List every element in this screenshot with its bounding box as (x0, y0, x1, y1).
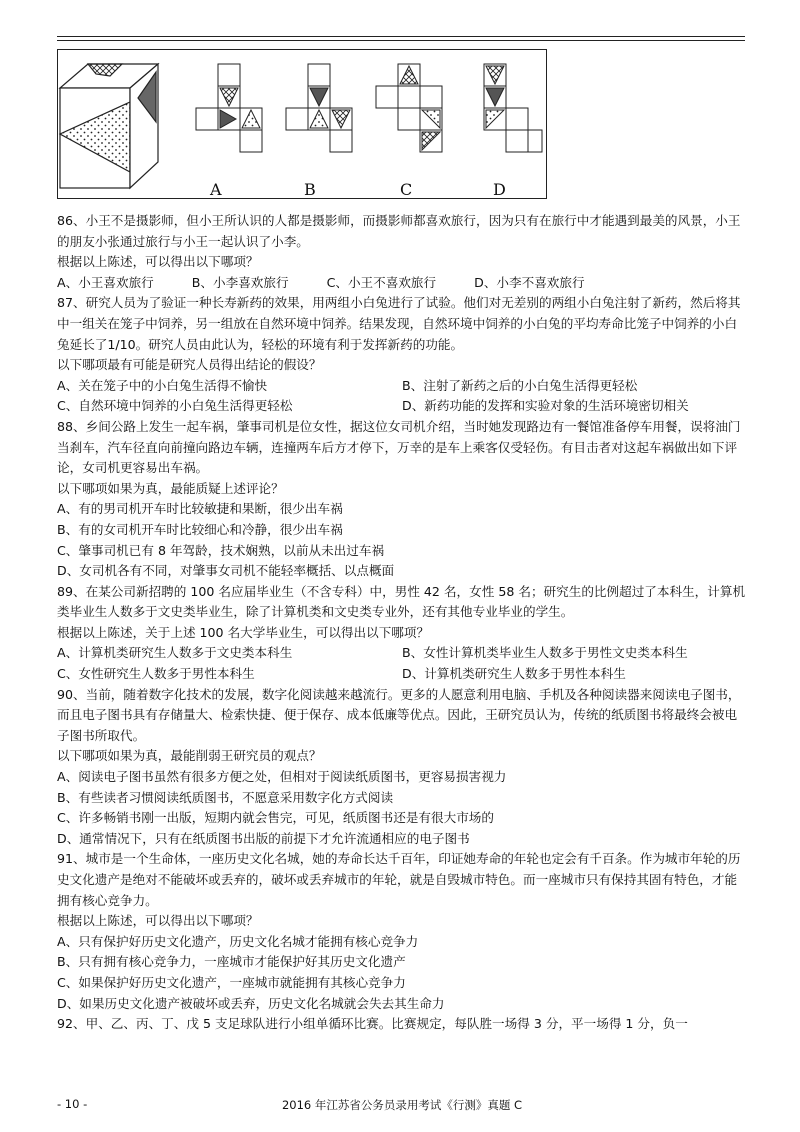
q88-option-d: D、女司机各有不同，对肇事女司机不能轻率概括、以点概面 (57, 563, 395, 579)
q89-option-a: A、计算机类研究生人数多于文史类本科生 (57, 645, 293, 661)
q92-stem: 92、甲、乙、丙、丁、戊 5 支足球队进行小组单循环比赛。比赛规定，每队胜一场得 3 分，平一场得 1 分，负一 (57, 1016, 688, 1032)
q89-prompt: 根据以上陈述，关于上述 100 名大学毕业生，可以得出以下哪项？ (57, 624, 430, 640)
q88-option-a: A、有的男司机开车时比较敏捷和果断，很少出车祸 (57, 501, 343, 517)
q90-prompt: 以下哪项如果为真，最能削弱王研究员的观点？ (57, 748, 322, 764)
q88-option-c: C、肇事司机已有 8 年驾龄，技术娴熟，以前从未出过车祸 (57, 542, 385, 558)
q86-option-a: A、小王喜欢旅行 (57, 274, 154, 290)
figure-label-c: C (400, 180, 413, 199)
footer-title: 2016 年江苏省公务员录用考试《行测》真题 C (281, 1098, 523, 1112)
page-number: - 10 - (57, 1097, 88, 1111)
q89-option-c: C、女性研究生人数多于男性本科生 (57, 666, 255, 682)
q86-options (57, 273, 747, 294)
q88-stem: 88、乡间公路上发生一起车祸，肇事司机是位女性，据这位女司机介绍，当时她发现路边有一餐馆准备停车用餐，误将油门当刹车，汽车径直向前撞向路边车辆，连撞两车后方才停下，万幸的是车上乘客仅受轻伤。有目击者对这起车祸做出如下评论，女司机更容易出车祸。 (57, 418, 741, 476)
q91-stem: 91、城市是一个生命体，一座历史文化名城，她的寿命长达千百年，印证她寿命的年轮也定会有千百条。作为城市年轮的历史文化遗产是绝对不能破坏或丢弃的，破坏或丢弃城市的年轮，就是自毁城市特色。而一座城市只有保持其固有特色，才能拥有核心竞争力。 (57, 851, 741, 908)
cube-figure (57, 49, 547, 199)
figure-label-d: D (493, 180, 506, 199)
q89-option-d: D、计算机类研究生人数多于男性本科生 (402, 666, 626, 682)
q88-prompt: 以下哪项如果为真，最能质疑上述评论？ (57, 480, 284, 496)
q91-option-b: B、只有拥有核心竞争力，一座城市才能保护好其历史文化遗产 (57, 954, 406, 970)
q86-option-b: B、小李喜欢旅行 (191, 274, 289, 290)
q89-options-row2 (57, 664, 747, 685)
q87-option-a: A、关在笼子中的小白兔生活得不愉快 (57, 377, 268, 393)
net-d (484, 64, 542, 152)
q90-option-b: B、有些读者习惯阅读纸质图书，不愿意采用数字化方式阅读 (57, 789, 394, 805)
q91-option-c: C、如果保护好历史文化遗产，一座城市就能拥有其核心竞争力 (57, 974, 406, 990)
q89-stem: 89、在某公司新招聘的 100 名应届毕业生（不含专科）中，男性 42 名，女性 58 名；研究生的比例超过了本科生，计算机类毕业生人数多于文史类毕业生，除了计算机类和文史类专业外，还有其他专业毕业的学生。 (57, 583, 746, 620)
header-rule-top (57, 36, 745, 37)
q88-option-b: B、有的女司机开车时比较细心和冷静，很少出车祸 (57, 521, 343, 537)
q90-option-d: D、通常情况下，只有在纸质图书出版的前提下才允许流通相应的电子图书 (57, 830, 470, 846)
q87-options-row1 (57, 376, 747, 397)
q87-options-row2 (57, 396, 747, 417)
q90-option-c: C、许多畅销书刚一出版，短期内就会售完，可见，纸质图书还是有很大市场的 (57, 810, 494, 826)
q87-option-c: C、自然环境中饲养的小白兔生活得更轻松 (57, 398, 293, 414)
q86-stem: 86、小王不是摄影师，但小王所认识的人都是摄影师，而摄影师都喜欢旅行，因为只有在旅行中才能遇到最美的风景，小王的朋友小张通过旅行与小王一起认识了小李。 (57, 213, 741, 249)
q87-option-b: B、注射了新药之后的小白兔生活得更轻松 (402, 377, 638, 393)
q86-option-c: C、小王不喜欢旅行 (326, 274, 437, 290)
q91-prompt: 根据以上陈述，可以得出以下哪项？ (57, 913, 259, 929)
q86-option-d: D、小李不喜欢旅行 (474, 274, 585, 290)
question-content (57, 211, 747, 1035)
q91-option-d: D、如果历史文化遗产被破坏或丢弃，历史文化名城就会失去其生命力 (57, 995, 445, 1011)
cube-drawing (60, 64, 158, 188)
q87-prompt: 以下哪项最有可能是研究人员得出结论的假设？ (57, 357, 322, 373)
net-a (196, 64, 262, 152)
q87-option-d: D、新药功能的发挥和实验对象的生活环境密切相关 (402, 398, 689, 414)
q89-option-b: B、女性计算机类毕业生人数多于男性文史类本科生 (402, 645, 688, 661)
q90-stem: 90、当前，随着数字化技术的发展，数字化阅读越来越流行。更多的人愿意利用电脑、手机及各种阅读器来阅读电子图书，而且电子图书具有存储量大、检索快捷、便于保存、成本低廉等优点。因此，王研究员认为，传统的纸质图书将最终会被电子图书所取代。 (57, 686, 741, 743)
q86-prompt: 根据以上陈述，可以得出以下哪项？ (57, 254, 259, 270)
q87-stem: 87、研究人员为了验证一种长寿新药的效果，用两组小白兔进行了试验。他们对无差别的两组小白兔注射了新药，然后将其中一组关在笼子中饲养，另一组放在自然环境中饲养。结果发现，自然环境中饲养的小白兔的平均寿命比笼子中饲养的小白兔延长了1/10。研究人员由此认为，轻松的环境有利于发挥新药的功能。 (57, 295, 741, 352)
net-c (376, 64, 442, 152)
q90-option-a: A、阅读电子图书虽然有很多方便之处，但相对于阅读纸质图书，更容易损害视力 (57, 769, 507, 785)
header-rule-bottom (57, 40, 745, 41)
net-b (286, 64, 352, 152)
figure-label-a: A (210, 180, 222, 199)
q91-option-a: A、只有保护好历史文化遗产，历史文化名城才能拥有核心竞争力 (57, 933, 419, 949)
cube-figure-svg (58, 50, 545, 197)
q89-options-row1 (57, 643, 747, 664)
figure-label-b: B (304, 180, 316, 199)
